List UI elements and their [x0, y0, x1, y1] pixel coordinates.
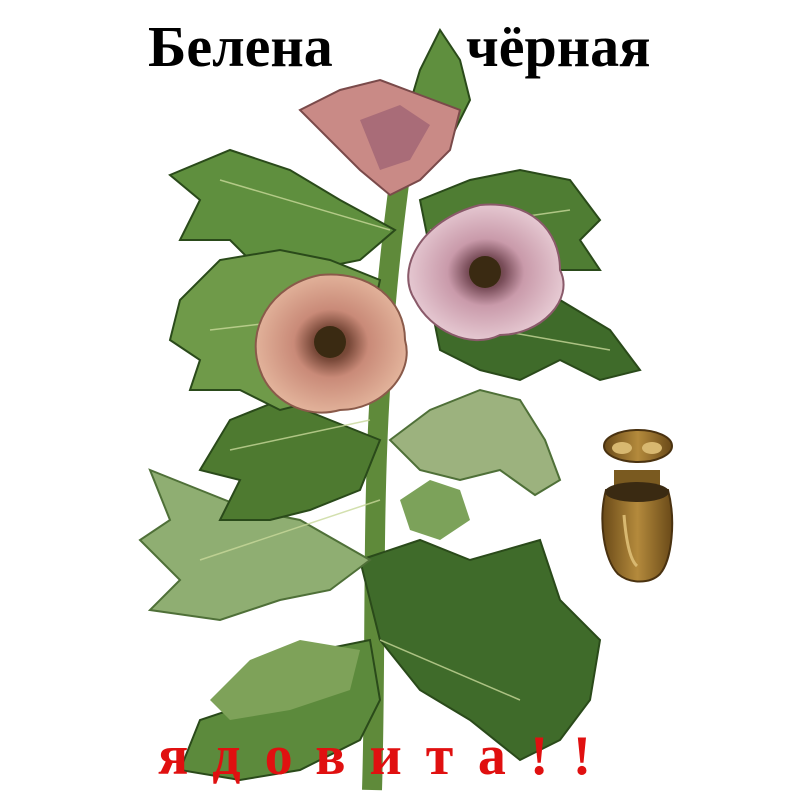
leaf-mid-right-pale: [390, 390, 560, 495]
title-word-belena: Белена: [148, 14, 333, 79]
title-word-chernaya: чёрная: [466, 14, 651, 79]
flower-left: [256, 274, 407, 412]
leaf-small-right: [400, 480, 470, 540]
warning-poisonous-label: ядовита!!: [158, 725, 616, 787]
seed-capsule-illustration: [602, 430, 672, 582]
